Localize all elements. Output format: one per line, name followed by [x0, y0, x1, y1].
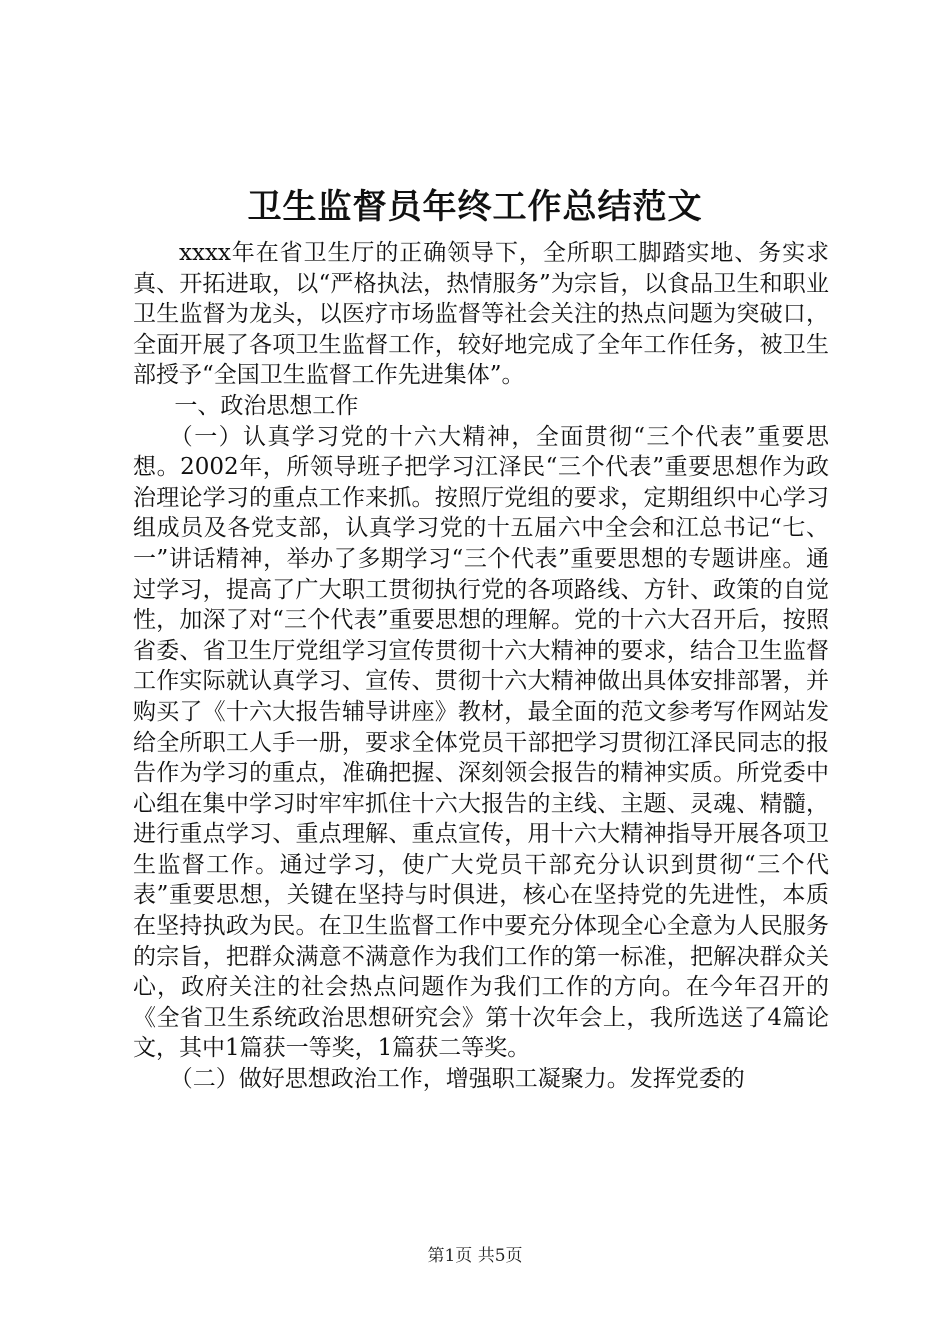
- document-title: 卫生监督员年终工作总结范文: [247, 187, 703, 227]
- section-item-paragraph: （一）认真学习党的十六大精神，全面贯彻“三个代表”重要思想。2002年，所领导班子把学习江泽民“三个代表”重要思想作为政治理论学习的重点工作来抓。按照厅党组的要求，定期组织中心学习组成员及各党支部，认真学习党的十五届六中全会和江总书记“七、一”讲话精神，举办了多期学习“三个代表”重要思想的专题讲座。通过学习，提高了广大职工贯彻执行党的各项路线、方针、政策的自觉性，加深了对“三个代表”重要思想的理解。党的十六大召开后，按照省委、省卫生厅党组学习宣传贯彻十六大精神的要求，结合卫生监督工作实际就认真学习、宣传、贯彻十六大精神做出具体安排部署，并购买了《十六大报告辅导讲座》教材，最全面的范文参考写作网站发给全所职工人手一册，要求全体党员干部把学习贯彻江泽民同志的报告作为学习的重点，准确把握、深刻领会报告的精神实质。所党委中心组在集中学习时牢牢抓住十六大报告的主线、主题、灵魂、精髓，进行重点学习、重点理解、重点宣传，用十六大精神指导开展各项卫生监督工作。通过学习，使广大党员干部充分认识到贯彻“三个代表”重要思想，关键在坚持与时俱进，核心在坚持党的先进性，本质在坚持执政为民。在卫生监督工作中要充分体现全心全意为人民服务的宗旨，把群众满意不满意作为我们工作的第一标准，把解决群众关心，政府关注的社会热点问题作为我们工作的方向。在今年召开的《全省卫生系统政治思想研究会》第十次年会上，我所选送了4篇论文，其中1篇获一等奖，1篇获二等奖。: [133, 423, 829, 1062]
- intro-paragraph: xxxx年在省卫生厅的正确领导下，全所职工脚踏实地、务实求真、开拓进取，以“严格执法，热情服务”为宗旨，以食品卫生和职业卫生监督为龙头，以医疗市场监督等社会关注的热点问题为突破口，全面开展了各项卫生监督工作，较好地完成了全年工作任务，被卫生部授予“全国卫生监督工作先进集体”。: [133, 240, 829, 389]
- page-number: 第1页 共5页: [427, 1246, 523, 1266]
- section-heading: 一、政治思想工作: [174, 392, 359, 419]
- document-body: [133, 238, 829, 1095]
- section-item-paragraph: （二）做好思想政治工作，增强职工凝聚力。发挥党委的: [169, 1066, 745, 1093]
